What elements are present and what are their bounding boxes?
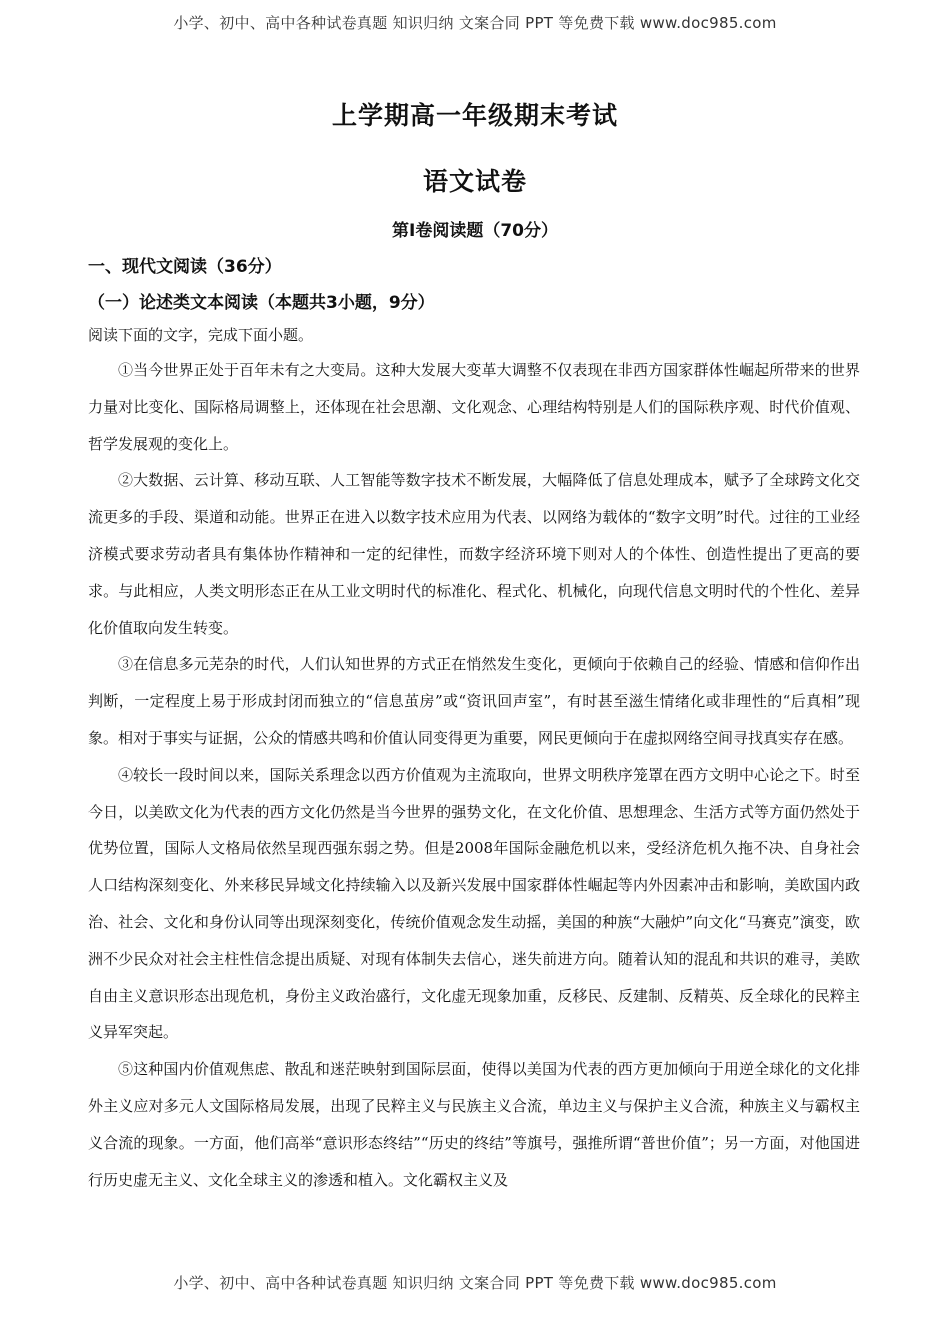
paragraph-4: ④较长一段时间以来，国际关系理念以西方价值观为主流取向，世界文明秩序笼罩在西方文明中心论之下。时至今日，以美欧文化为代表的西方文化仍然是当今世界的强势文化，在文化价值、思想理念、生活方式等方面仍然处于优势位置，国际人文格局依然呈现西强东弱之势。但是2008年国际金融危机以来，受经济危机久拖不决、自身社会人口结构深刻变化、外来移民异域文化持续输入以及新兴发展中国家群体性崛起等内外因素冲击和影响，美欧国内政治、社会、文化和身份认同等出现深刻变化，传统价值观念发生动摇，美国的种族“大融炉”向文化“马赛克”演变，欧洲不少民众对社会主柱性信念提出质疑、对现有体制失去信心，迷失前进方向。随着认知的混乱和共识的难寻，美欧自由主义意识形态出现危机，身份主义政治盛行，文化虚无现象加重，反移民、反建制、反精英、反全球化的民粹主义异军突起。 [88, 765, 860, 1042]
paragraph-1: ①当今世界正处于百年未有之大变局。这种大发展大变革大调整不仅表现在非西方国家群体性崛起所带来的世界力量对比变化、国际格局调整上，还体现在社会思潮、文化观念、心理结构特别是人们的国际秩序观、时代价值观、哲学发展观的变化上。 [88, 361, 860, 453]
part-heading: 第Ⅰ卷阅读题（70分） [392, 221, 558, 241]
reading-passage [88, 352, 860, 1198]
section-heading: 一、现代文阅读（36分） [88, 257, 282, 277]
paragraph-5: ⑤这种国内价值观焦虑、散乱和迷茫映射到国际层面，使得以美国为代表的西方更加倾向于用逆全球化的文化排外主义应对多元人文国际格局发展，出现了民粹主义与民族主义合流，单边主义与保护主义合流，种族主义与霸权主义合流的现象。一方面，他们高举“意识形态终结”“历史的终结”等旗号，强推所谓“普世价值”；另一方面，对他国进行历史虚无主义、文化全球主义的渗透和植入。文化霸权主义及 [88, 1060, 860, 1189]
exam-title: 上学期高一年级期末考试 [331, 101, 618, 130]
header-banner: 小学、初中、高中各种试卷真题 知识归纳 文案合同 PPT 等免费下载 www.doc985.com [173, 14, 777, 32]
instruction-text: 阅读下面的文字，完成下面小题。 [88, 326, 314, 344]
footer-banner: 小学、初中、高中各种试卷真题 知识归纳 文案合同 PPT 等免费下载 www.doc985.com [173, 1274, 777, 1292]
paragraph-2: ②大数据、云计算、移动互联、人工智能等数字技术不断发展，大幅降低了信息处理成本，赋予了全球跨文化交流更多的手段、渠道和动能。世界正在进入以数字技术应用为代表、以网络为载体的“数字文明”时代。过往的工业经济模式要求劳动者具有集体协作精神和一定的纪律性，而数字经济环境下则对人的个体性、创造性提出了更高的要求。与此相应，人类文明形态正在从工业文明时代的标准化、程式化、机械化，向现代信息文明时代的个性化、差异化价值取向发生转变。 [88, 471, 860, 637]
exam-subtitle: 语文试卷 [422, 167, 527, 196]
subsection-heading: （一）论述类文本阅读（本题共3小题，9分） [88, 293, 435, 313]
paragraph-3: ③在信息多元芜杂的时代，人们认知世界的方式正在悄然发生变化，更倾向于依赖自己的经验、情感和信仰作出判断，一定程度上易于形成封闭而独立的“信息茧房”或“资讯回声室”，有时甚至滋生情绪化或非理性的“后真相”现象。相对于事实与证据，公众的情感共鸣和价值认同变得更为重要，网民更倾向于在虚拟网络空间寻找真实存在感。 [88, 655, 860, 747]
